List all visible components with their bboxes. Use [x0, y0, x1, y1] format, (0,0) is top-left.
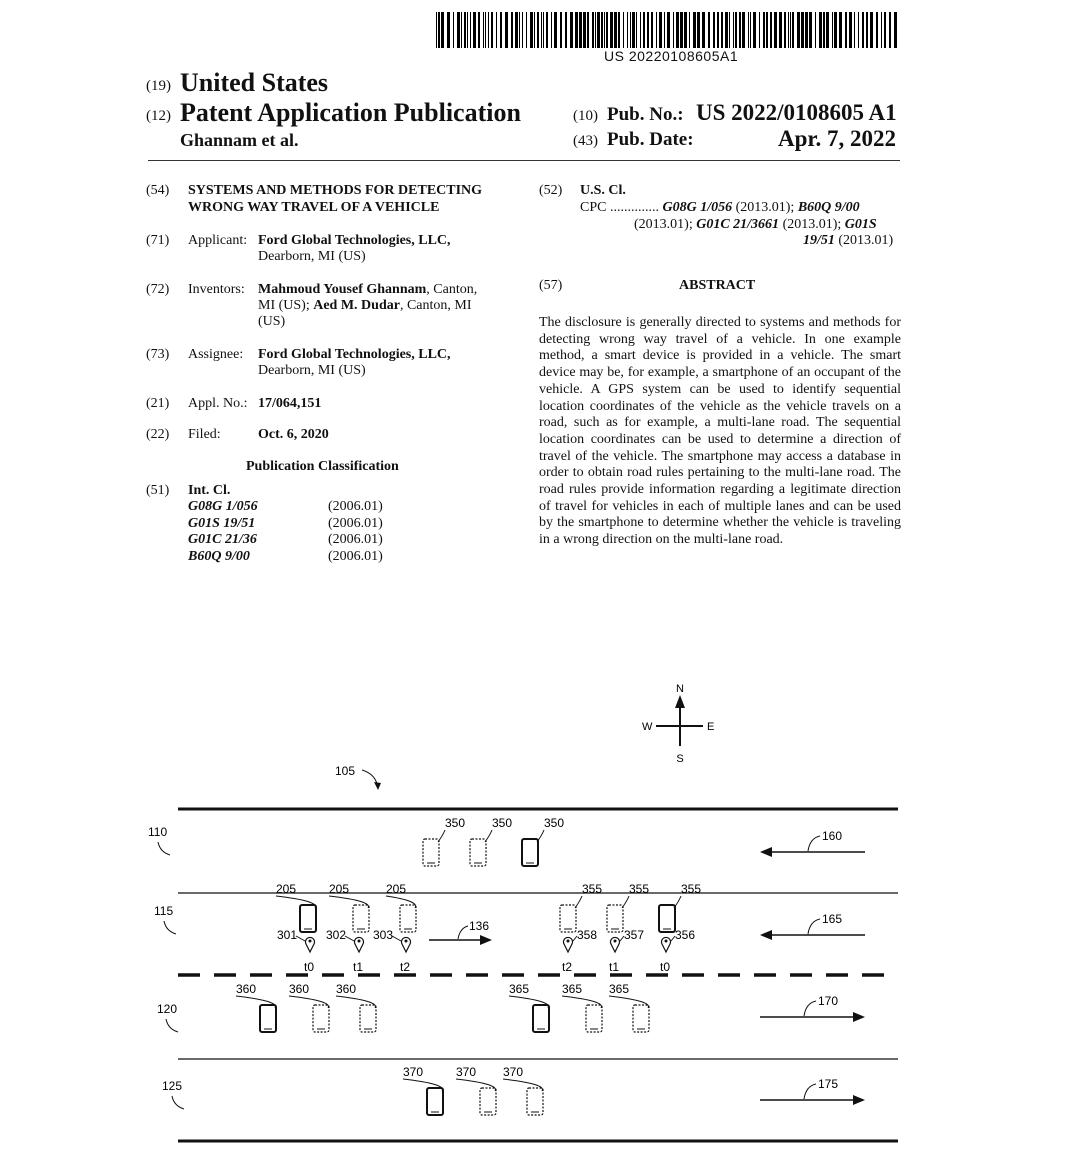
- pub-no: US 2022/0108605 A1: [696, 100, 897, 125]
- barcode-bar: [570, 12, 573, 48]
- time-label: t2: [400, 960, 411, 974]
- smartphone-icon: [533, 1005, 549, 1032]
- barcode-bar: [866, 12, 868, 48]
- barcode-bar: [763, 12, 765, 48]
- abstract-text: The disclosure is generally directed to systems and methods for detecting wrong way travel of a vehicle. In one example method, a smart device is provided in a vehicle. The smart device may be, for example, a smartphone of an occupant of the vehicle. A GPS system can be used to identify sequential location coordinates of the vehicle as the vehicle travels on a road, such as for example, a multi-lane road. The sequential location coordinates can be used to determine a direction of travel of the vehicle. The smartphone may access a database in order to obtain road rules pertaining to the multi-lane road. The road rules provide information regarding a legitimate direction of travel for vehicles in each of multiple lanes and can be used by the smartphone to determine whether the vehicle is traveling in a wrong direction on the multi-lane road.: [539, 315, 901, 548]
- int-cl-label: Int. Cl.: [188, 483, 231, 498]
- phone-leader: [438, 830, 445, 842]
- barcode-bar: [592, 12, 594, 48]
- smartphone-icon: [400, 905, 416, 932]
- phone-leader: [503, 1079, 543, 1091]
- barcode-bar: [770, 12, 772, 48]
- smartphone-group: [236, 816, 701, 1115]
- barcode-bar: [876, 12, 878, 48]
- smartphone-icon: [586, 1005, 602, 1032]
- barcode-bar: [858, 12, 859, 48]
- location-pin-dot: [665, 940, 668, 943]
- location-pin-dot: [567, 940, 570, 943]
- barcode-bar: [729, 12, 730, 48]
- int-cl-year: (2006.01): [328, 549, 383, 564]
- code-22: (22): [146, 427, 170, 442]
- phone-ref-label: 205: [276, 882, 297, 896]
- lane-115-label: 115: [154, 904, 174, 918]
- barcode-bar: [636, 12, 637, 48]
- phone-leader: [562, 996, 602, 1008]
- barcode-bar: [673, 12, 674, 48]
- applicant-name: Ford Global Technologies, LLC,: [258, 233, 451, 248]
- barcode-bar: [575, 12, 578, 48]
- barcode-bar: [656, 12, 657, 48]
- phone-ref-label: 360: [336, 982, 357, 996]
- barcode-bar: [779, 12, 782, 48]
- location-pin-dot: [309, 940, 312, 943]
- barcode-bar: [647, 12, 649, 48]
- code-73: (73): [146, 347, 170, 362]
- smartphone-icon: [360, 1005, 376, 1032]
- assignee-label: Assignee:: [188, 347, 244, 362]
- smartphone-icon: [313, 1005, 329, 1032]
- barcode-bar: [632, 12, 635, 48]
- barcode-bar: [680, 12, 683, 48]
- int-cl-code: B60Q 9/00: [188, 549, 250, 564]
- location-marker-label: 302: [326, 928, 347, 942]
- barcode-bar: [664, 12, 665, 48]
- barcode-bar: [894, 12, 897, 48]
- barcode-bar: [496, 12, 497, 48]
- cpc-year-4: (2013.01): [834, 233, 894, 248]
- barcode-bar: [826, 12, 829, 48]
- lane-115-direction-arrow: [760, 912, 865, 940]
- barcode-bar: [554, 12, 557, 48]
- country: United States: [180, 68, 329, 97]
- phone-ref-label: 205: [329, 882, 350, 896]
- compass-e: E: [707, 721, 715, 733]
- phone-leader: [336, 996, 376, 1008]
- barcode-bar: [447, 12, 450, 48]
- time-label: t2: [562, 960, 573, 974]
- phone-leader: [276, 896, 316, 908]
- barcode-bar: [453, 12, 454, 48]
- phone-ref-label: 350: [445, 816, 466, 830]
- pub-no-label: Pub. No.:: [607, 104, 684, 125]
- barcode-number: US 20220108605A1: [604, 48, 739, 64]
- cpc-dots: ..............: [609, 200, 659, 215]
- cpc-year-2: (2013.01);: [634, 217, 697, 232]
- location-marker-label: 358: [577, 928, 598, 942]
- inventor-1-location: , Canton,: [426, 282, 478, 297]
- phone-ref-label: 355: [582, 882, 603, 896]
- int-cl-row: [188, 516, 383, 532]
- barcode-bar: [560, 12, 562, 48]
- inventor-1-name: Mahmoud Yousef Ghannam: [258, 282, 427, 297]
- phone-ref-label: 205: [386, 882, 407, 896]
- barcode-bar: [534, 12, 535, 48]
- cpc-code-4a: G01S: [844, 217, 877, 232]
- barcode-bar: [485, 12, 486, 48]
- cpc-label: CPC: [580, 200, 607, 215]
- header-rule: [148, 160, 900, 161]
- smartphone-icon: [659, 905, 675, 932]
- barcode-bar: [766, 12, 768, 48]
- barcode-bar: [854, 12, 855, 48]
- barcode-bar: [630, 12, 631, 48]
- barcode-bar: [834, 12, 837, 48]
- phone-ref-label: 365: [562, 982, 583, 996]
- barcode-bar: [823, 12, 825, 48]
- code-51: (51): [146, 483, 170, 498]
- cpc-code-2: B60Q 9/00: [797, 200, 860, 215]
- barcode-bar: [438, 12, 440, 48]
- phone-ref-label: 360: [236, 982, 257, 996]
- inventors-line-3: (US): [258, 314, 286, 329]
- barcode-bar: [697, 12, 700, 48]
- barcode-bar: [717, 12, 719, 48]
- phone-leader: [329, 896, 369, 908]
- barcode-bar: [797, 12, 800, 48]
- barcode-bar: [788, 12, 789, 48]
- barcode-bar: [543, 12, 544, 48]
- barcode-bar: [801, 12, 804, 48]
- barcode-bar: [606, 12, 608, 48]
- lane-110-direction-arrow: [760, 829, 865, 857]
- phone-leader: [609, 996, 649, 1008]
- abstract-heading: ABSTRACT: [679, 278, 756, 293]
- phone-ref-label: 355: [629, 882, 650, 896]
- arrowhead-icon: [374, 782, 381, 790]
- barcode-bar: [618, 12, 620, 48]
- phone-ref-label: 365: [509, 982, 530, 996]
- smartphone-icon: [527, 1088, 543, 1115]
- wrong-way-travel-arrow: [429, 919, 492, 945]
- us-cl-label: U.S. Cl.: [580, 183, 626, 198]
- phone-leader: [456, 1079, 496, 1091]
- code-43: (43): [573, 133, 598, 149]
- inventor-2-name: Aed M. Dudar: [313, 298, 400, 313]
- lane-110-label: 110: [148, 825, 168, 839]
- time-label: t1: [609, 960, 620, 974]
- smartphone-icon: [522, 839, 538, 866]
- publication-classification-heading: Publication Classification: [246, 459, 399, 474]
- barcode-bar: [750, 12, 751, 48]
- barcode-bar: [792, 12, 794, 48]
- barcode-bar: [809, 12, 812, 48]
- barcode-bar: [467, 12, 468, 48]
- location-pin-dot: [358, 940, 361, 943]
- int-cl-year: (2006.01): [328, 516, 383, 531]
- assignee-name: Ford Global Technologies, LLC,: [258, 347, 451, 362]
- barcode-bar: [597, 12, 600, 48]
- barcode-bar: [515, 12, 518, 48]
- barcode-bar: [748, 12, 749, 48]
- int-cl-code: G01C 21/36: [188, 532, 257, 547]
- filed-date: Oct. 6, 2020: [258, 427, 329, 442]
- phone-ref-label: 350: [492, 816, 513, 830]
- location-pin-dot: [614, 940, 617, 943]
- title-line-1: SYSTEMS AND METHODS FOR DETECTING: [188, 183, 483, 198]
- appl-no-label: Appl. No.:: [188, 396, 248, 411]
- code-52: (52): [539, 183, 563, 198]
- time-label: t0: [660, 960, 671, 974]
- barcode-bar: [640, 12, 641, 48]
- location-pin-dot: [405, 940, 408, 943]
- barcode-bar: [623, 12, 624, 48]
- code-21: (21): [146, 396, 170, 411]
- inventors-line-2: [258, 298, 472, 315]
- barcode-bar: [583, 12, 586, 48]
- smartphone-icon: [300, 905, 316, 932]
- barcode-bar: [436, 12, 437, 48]
- barcode-bar: [565, 12, 567, 48]
- applicant-label: Applicant:: [188, 233, 248, 248]
- barcode-bar: [702, 12, 705, 48]
- barcode-bar: [774, 12, 777, 48]
- barcode-bar: [725, 12, 728, 48]
- barcode-bar: [689, 12, 690, 48]
- barcode-bar: [505, 12, 508, 48]
- barcode-bar: [441, 12, 444, 48]
- barcode-bar: [693, 12, 696, 48]
- smartphone-icon: [353, 905, 369, 932]
- phone-leader: [485, 830, 492, 842]
- time-label: t0: [304, 960, 315, 974]
- barcode-bar: [845, 12, 847, 48]
- title-line-2: WRONG WAY TRAVEL OF A VEHICLE: [188, 200, 440, 215]
- barcode-bar: [790, 12, 791, 48]
- barcode-bar: [519, 12, 520, 48]
- barcode-bar: [815, 12, 816, 48]
- barcode-bar: [541, 12, 542, 48]
- figure: [0, 670, 1068, 1164]
- cpc-line-3: [803, 233, 893, 250]
- barcode-bar: [473, 12, 476, 48]
- time-label: t1: [353, 960, 364, 974]
- barcode-bar: [627, 12, 628, 48]
- code-72: (72): [146, 282, 170, 297]
- smartphone-icon: [423, 839, 439, 866]
- cpc-code-4b: 19/51: [803, 233, 835, 248]
- phone-leader: [537, 830, 544, 842]
- barcode-bar: [530, 12, 533, 48]
- barcode-bar: [537, 12, 539, 48]
- barcode-bar: [604, 12, 605, 48]
- phone-leader: [289, 996, 329, 1008]
- barcode-bar: [610, 12, 613, 48]
- int-cl-code: G01S 19/51: [188, 516, 256, 531]
- phone-leader: [403, 1079, 443, 1091]
- barcode-bar: [667, 12, 670, 48]
- compass-n: N: [676, 683, 684, 695]
- smartphone-icon: [427, 1088, 443, 1115]
- cpc-code-1: G08G 1/056: [662, 200, 733, 215]
- phone-ref-label: 365: [609, 982, 630, 996]
- barcode-bar: [500, 12, 502, 48]
- barcode-bar: [483, 12, 484, 48]
- barcode-bar: [881, 12, 882, 48]
- barcode-bar: [733, 12, 734, 48]
- lane-120-leader: [166, 1019, 178, 1032]
- barcode-bar: [759, 12, 760, 48]
- barcode-bar: [470, 12, 471, 48]
- publication-type: Patent Application Publication: [180, 98, 521, 127]
- marker-leader: [392, 936, 401, 941]
- location-marker-label: 303: [373, 928, 394, 942]
- lane-125-direction-arrow: [760, 1077, 865, 1105]
- compass-s: S: [676, 753, 684, 765]
- barcode-bar: [522, 12, 523, 48]
- barcode-bar: [735, 12, 737, 48]
- smartphone-icon: [480, 1088, 496, 1115]
- phone-leader: [575, 896, 582, 908]
- location-marker-label: 301: [277, 928, 298, 942]
- barcode-bar: [595, 12, 596, 48]
- barcode-bar: [819, 12, 822, 48]
- phone-ref-label: 360: [289, 982, 310, 996]
- code-12: (12): [146, 108, 171, 124]
- int-cl-row: [188, 532, 383, 548]
- barcode-bar: [708, 12, 710, 48]
- smartphone-icon: [260, 1005, 276, 1032]
- barcode-bar: [461, 12, 462, 48]
- phone-leader: [236, 996, 276, 1008]
- phone-ref-label: 370: [456, 1065, 477, 1079]
- int-cl-row: [188, 549, 383, 565]
- road-ref-label: 105: [335, 764, 356, 778]
- barcode-bar: [464, 12, 466, 48]
- pub-date: Apr. 7, 2022: [778, 126, 896, 151]
- barcode-bar: [587, 12, 589, 48]
- phone-leader: [509, 996, 549, 1008]
- arrow-136-label: 136: [469, 919, 490, 933]
- location-marker-label: 356: [675, 928, 696, 942]
- barcode-bar: [491, 12, 493, 48]
- barcode-bar: [579, 12, 582, 48]
- lane-120-label: 120: [157, 1002, 178, 1016]
- inventor-2-location: , Canton, MI: [399, 298, 472, 313]
- arrow-160-label: 160: [822, 829, 843, 843]
- cpc-year-1: (2013.01);: [732, 200, 798, 215]
- int-cl-year: (2006.01): [328, 532, 383, 547]
- cpc-line-1: [580, 200, 860, 217]
- lane-125-label: 125: [162, 1079, 183, 1093]
- barcode-bar: [457, 12, 460, 48]
- code-71: (71): [146, 233, 170, 248]
- cpc-year-3: (2013.01);: [779, 217, 845, 232]
- barcode-bar: [753, 12, 756, 48]
- barcode-bar: [651, 12, 653, 48]
- assignee-location: Dearborn, MI (US): [258, 363, 366, 378]
- code-10: (10): [573, 108, 598, 124]
- int-cl-row: [188, 499, 383, 515]
- marker-leader: [345, 936, 354, 941]
- int-cl-year: (2006.01): [328, 499, 383, 514]
- cpc-line-2: [634, 217, 877, 234]
- lane-125-leader: [172, 1096, 184, 1109]
- phone-leader: [386, 896, 416, 908]
- barcode-bar: [742, 12, 745, 48]
- barcode-bar: [659, 12, 662, 48]
- lane-120-direction-arrow: [760, 994, 865, 1022]
- phone-leader: [622, 896, 629, 908]
- inventor-line-2-prefix: MI (US);: [258, 298, 314, 313]
- phone-ref-label: 355: [681, 882, 702, 896]
- compass-w: W: [642, 721, 653, 733]
- barcode-bar: [526, 12, 527, 48]
- int-cl-code: G08G 1/056: [188, 499, 258, 514]
- barcode-bar: [805, 12, 808, 48]
- inventors-line-1: [258, 282, 477, 299]
- barcode-bar: [676, 12, 679, 48]
- barcode-bar: [713, 12, 715, 48]
- barcode-bar: [862, 12, 864, 48]
- road-ref-leader: [362, 770, 378, 788]
- phone-ref-label: 370: [403, 1065, 424, 1079]
- barcode-bar: [614, 12, 617, 48]
- smartphone-icon: [607, 905, 623, 932]
- barcode-bar: [488, 12, 489, 48]
- phone-leader: [674, 896, 681, 908]
- barcode-bar: [839, 12, 842, 48]
- barcode-bar: [478, 12, 480, 48]
- code-54: (54): [146, 183, 170, 198]
- lane-115-leader: [164, 921, 176, 934]
- arrow-165-label: 165: [822, 912, 843, 926]
- arrow-170-label: 170: [818, 994, 839, 1008]
- marker-leader: [296, 936, 305, 941]
- compass-icon: [642, 683, 714, 765]
- barcode-bar: [849, 12, 852, 48]
- barcode-bar: [551, 12, 552, 48]
- cpc-code-3: G01C 21/3661: [696, 217, 780, 232]
- barcode-bar: [643, 12, 645, 48]
- appl-no: 17/064,151: [258, 396, 322, 411]
- barcode: [436, 12, 900, 48]
- smartphone-icon: [470, 839, 486, 866]
- barcode-bar: [870, 12, 873, 48]
- pub-date-label: Pub. Date:: [607, 129, 694, 150]
- location-marker-label: 357: [624, 928, 645, 942]
- barcode-bar: [739, 12, 741, 48]
- code-19: (19): [146, 78, 171, 94]
- applicant-location: Dearborn, MI (US): [258, 249, 366, 264]
- barcode-bar: [684, 12, 687, 48]
- smartphone-icon: [633, 1005, 649, 1032]
- inventors-label: Inventors:: [188, 282, 245, 297]
- smartphone-icon: [560, 905, 576, 932]
- barcode-bar: [889, 12, 891, 48]
- barcode-bar: [511, 12, 513, 48]
- barcode-bar: [721, 12, 723, 48]
- phone-ref-label: 370: [503, 1065, 524, 1079]
- lane-110-leader: [158, 842, 170, 855]
- filed-label: Filed:: [188, 427, 221, 442]
- barcode-bar: [884, 12, 886, 48]
- authors: Ghannam et al.: [180, 130, 299, 150]
- phone-ref-label: 350: [544, 816, 565, 830]
- barcode-bar: [784, 12, 786, 48]
- barcode-bar: [832, 12, 833, 48]
- barcode-bar: [546, 12, 548, 48]
- arrow-175-label: 175: [818, 1077, 839, 1091]
- barcode-bar: [601, 12, 603, 48]
- code-57: (57): [539, 278, 563, 293]
